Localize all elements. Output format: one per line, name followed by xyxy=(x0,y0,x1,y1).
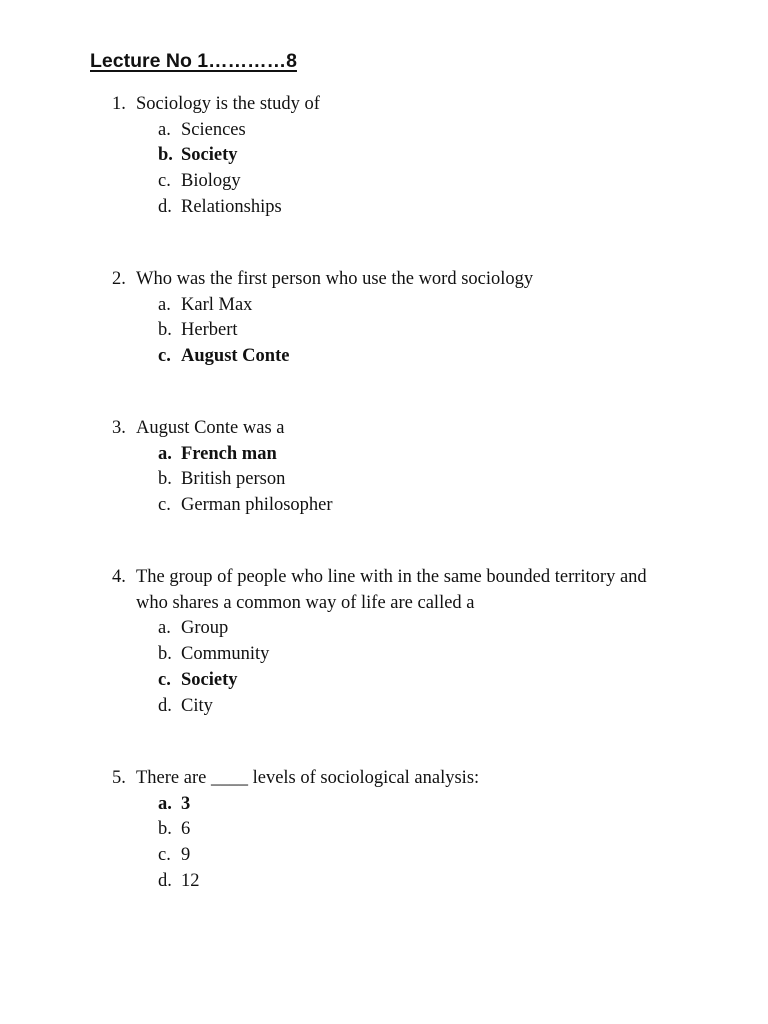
option-text: Group xyxy=(181,618,229,639)
question-text: August Conte was a xyxy=(136,418,285,438)
options-list xyxy=(112,792,712,895)
option-d xyxy=(158,195,712,221)
option-letter: a. xyxy=(158,119,171,140)
option-letter: c. xyxy=(158,495,171,516)
option-text: Society xyxy=(181,145,238,166)
option-text: Karl Max xyxy=(181,294,253,315)
option-letter: c. xyxy=(158,346,171,367)
question-text: There are ____ levels of sociological analysis: xyxy=(136,768,480,788)
question-3 xyxy=(112,416,712,519)
option-c-correct xyxy=(158,344,712,370)
option-text: Herbert xyxy=(181,320,238,341)
option-text: British person xyxy=(181,469,286,490)
question-number: 5. xyxy=(112,768,126,788)
question-stem xyxy=(112,92,712,118)
option-letter: b. xyxy=(158,320,172,341)
option-a xyxy=(158,118,712,144)
option-letter: b. xyxy=(158,145,173,166)
option-letter: c. xyxy=(158,669,171,690)
option-letter: a. xyxy=(158,793,172,814)
question-2 xyxy=(112,267,712,370)
question-stem xyxy=(112,565,712,616)
option-letter: d. xyxy=(158,196,172,217)
option-letter: b. xyxy=(158,644,172,665)
option-a-correct xyxy=(158,792,712,818)
option-a xyxy=(158,293,712,319)
question-stem xyxy=(112,267,712,293)
option-letter: a. xyxy=(158,618,171,639)
option-letter: c. xyxy=(158,171,171,192)
option-text: Biology xyxy=(181,171,241,192)
question-number: 3. xyxy=(112,418,126,438)
option-text: 9 xyxy=(181,845,191,866)
options-list xyxy=(112,293,712,370)
option-letter: a. xyxy=(158,294,171,315)
option-letter: b. xyxy=(158,819,172,840)
option-letter: d. xyxy=(158,695,172,716)
option-b xyxy=(158,642,712,668)
option-c xyxy=(158,843,712,869)
option-letter: c. xyxy=(158,845,171,866)
question-text: Who was the first person who use the word sociology xyxy=(136,269,534,289)
option-b xyxy=(158,467,712,493)
option-letter: a. xyxy=(158,443,172,464)
option-text: August Conte xyxy=(181,346,290,367)
question-text: The group of people who line with in the same bounded territory and who shares a common way of life are called a xyxy=(136,567,647,613)
option-text: 6 xyxy=(181,819,191,840)
question-number: 4. xyxy=(112,567,126,587)
question-number: 1. xyxy=(112,94,126,114)
option-c xyxy=(158,169,712,195)
question-stem xyxy=(112,766,712,792)
option-c xyxy=(158,493,712,519)
question-4 xyxy=(112,565,712,719)
option-b xyxy=(158,318,712,344)
option-text: French man xyxy=(181,443,277,464)
option-d xyxy=(158,869,712,895)
options-list xyxy=(112,616,712,719)
option-text: 12 xyxy=(181,870,200,891)
option-d xyxy=(158,694,712,720)
question-text: Sociology is the study of xyxy=(136,94,320,114)
option-a-correct xyxy=(158,442,712,468)
option-text: German philosopher xyxy=(181,495,333,516)
option-text: Sciences xyxy=(181,119,246,140)
option-text: 3 xyxy=(181,793,191,814)
option-b-correct xyxy=(158,143,712,169)
options-list xyxy=(112,118,712,221)
lecture-heading: Lecture No 1…………8 xyxy=(90,50,297,72)
question-1 xyxy=(112,92,712,221)
option-letter: b. xyxy=(158,469,172,490)
question-number: 2. xyxy=(112,269,126,289)
question-5 xyxy=(112,766,712,895)
option-text: City xyxy=(181,695,213,716)
question-stem xyxy=(112,416,712,442)
option-letter: d. xyxy=(158,870,172,891)
option-a xyxy=(158,616,712,642)
options-list xyxy=(112,442,712,519)
option-c-correct xyxy=(158,668,712,694)
option-text: Society xyxy=(181,669,238,690)
option-text: Community xyxy=(181,644,270,665)
option-text: Relationships xyxy=(181,196,282,217)
option-b xyxy=(158,817,712,843)
